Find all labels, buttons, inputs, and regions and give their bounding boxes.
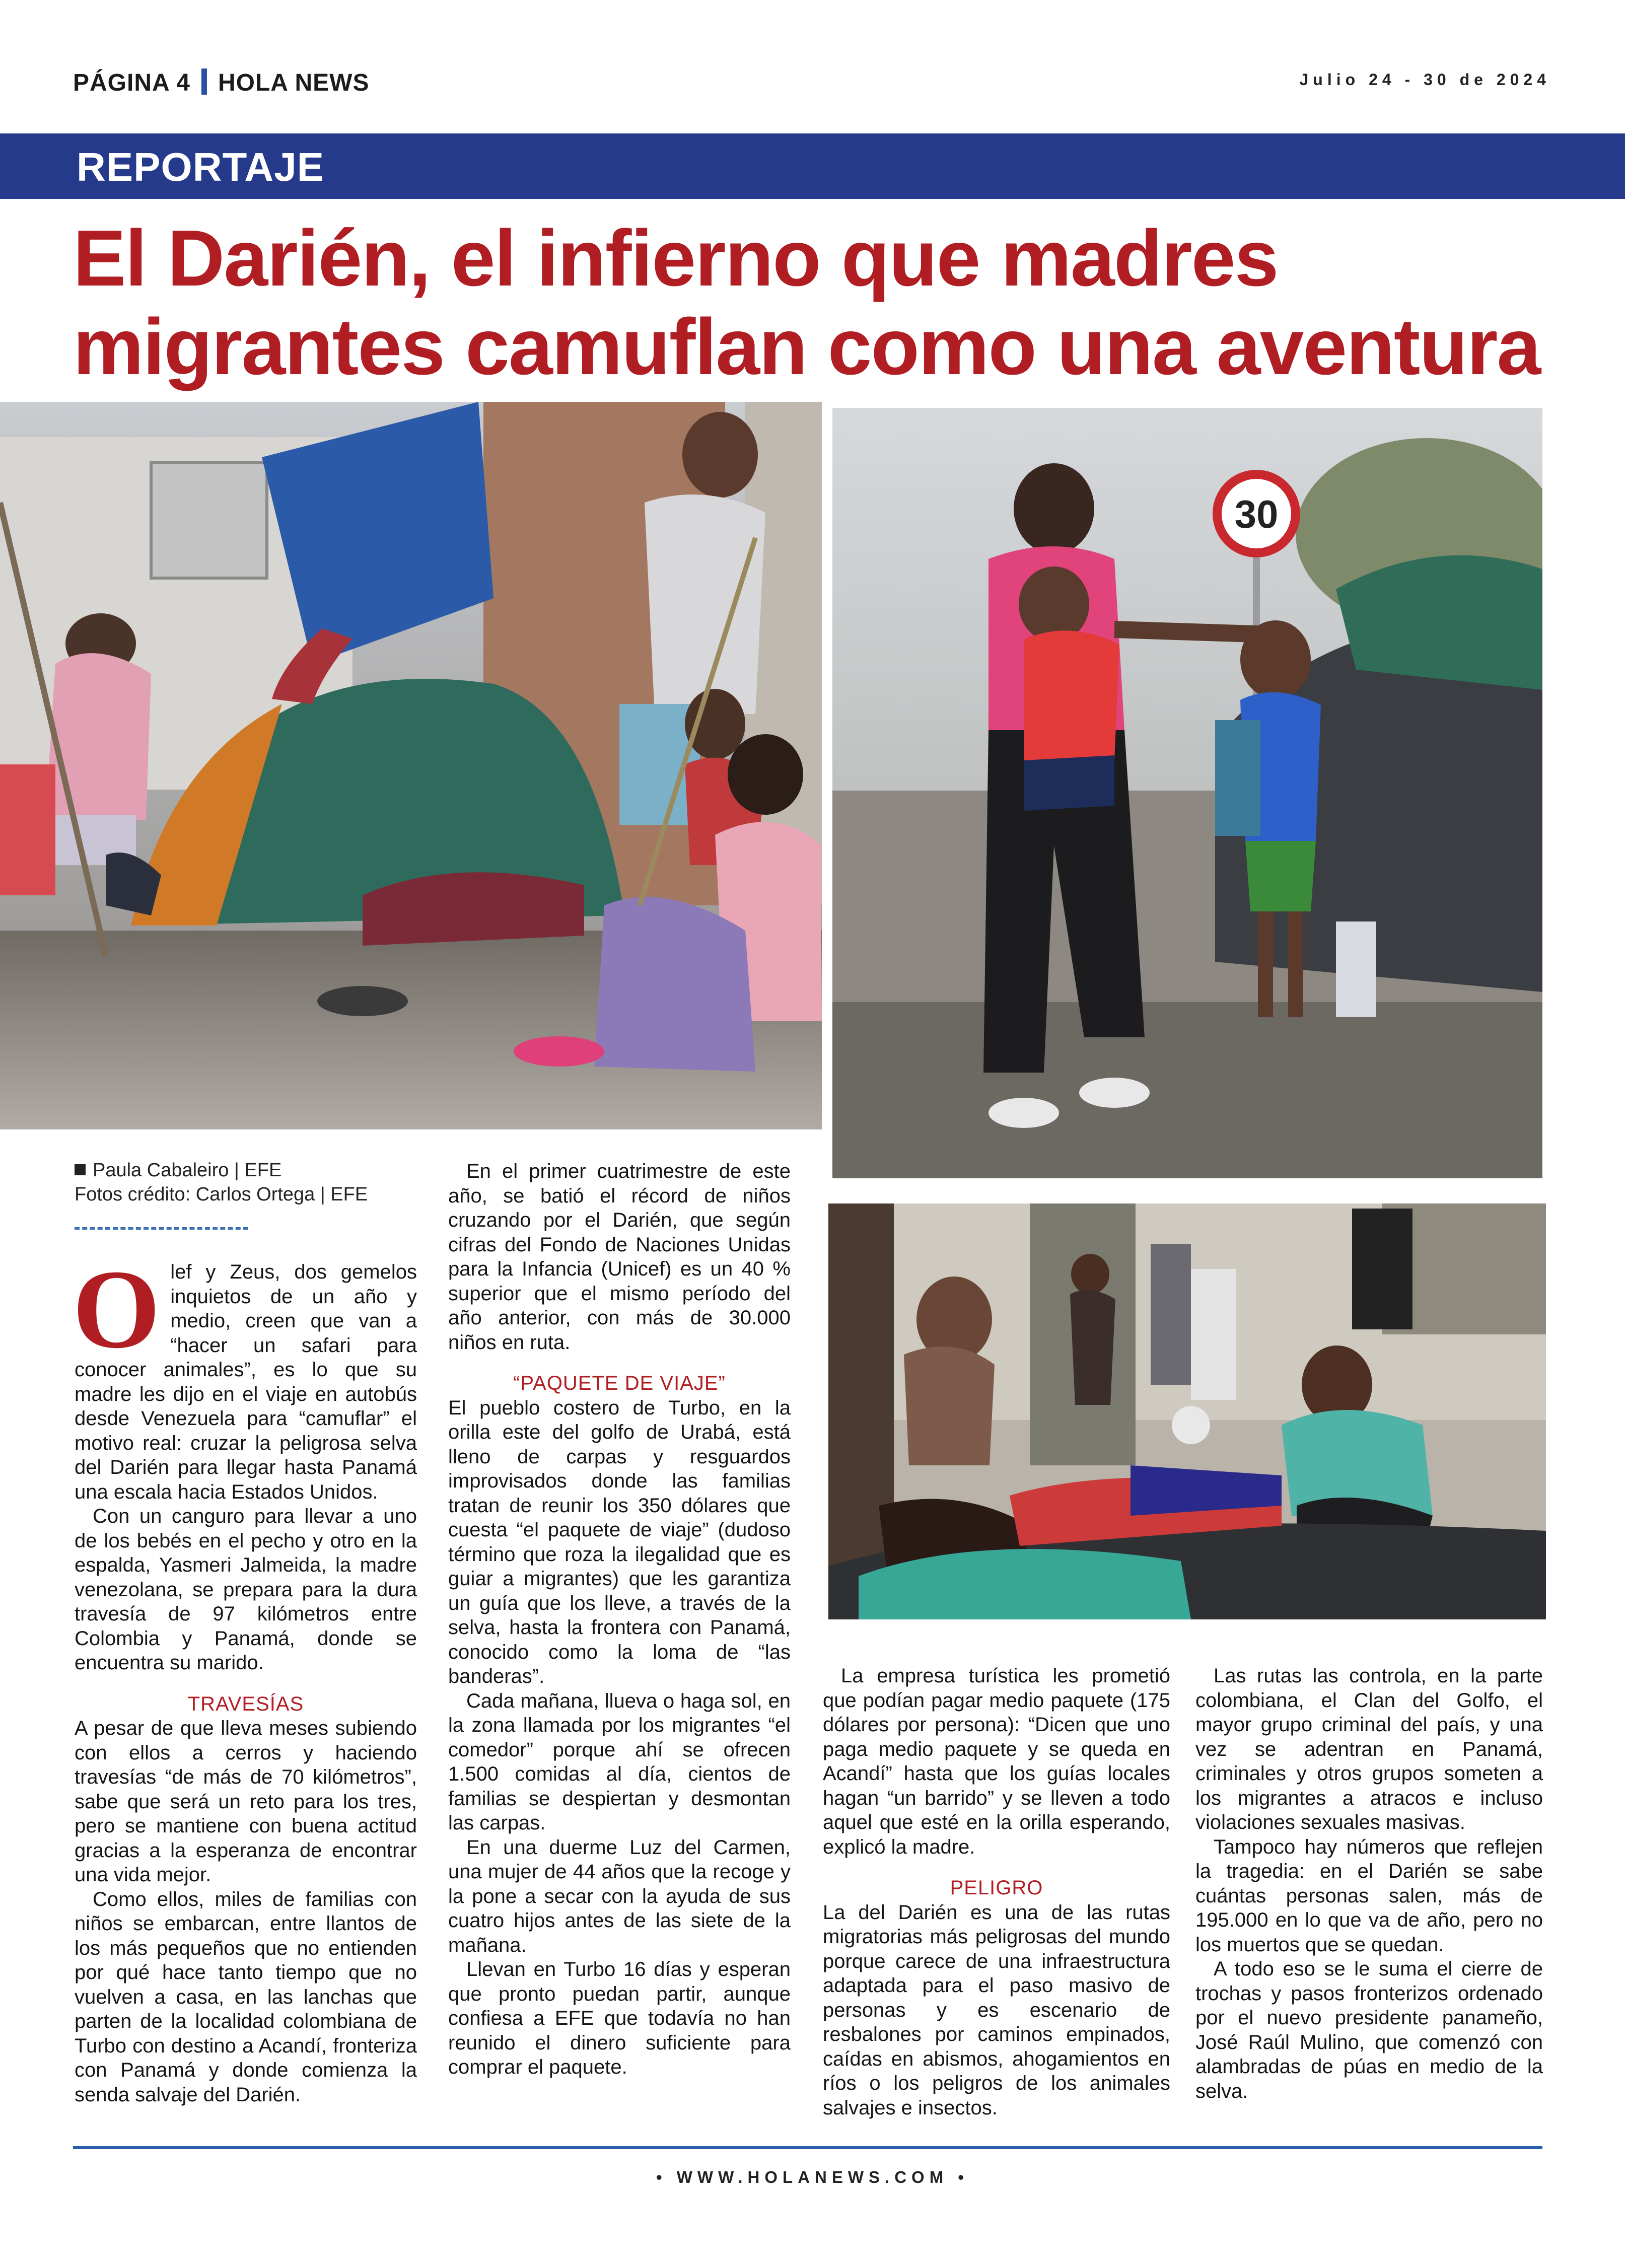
footer-divider bbox=[73, 2146, 1542, 2149]
photo-tent-camp bbox=[0, 402, 822, 1129]
article-paragraph: Tampoco hay números que reflejen la tragedia: en el Darién se sabe cuántas personas salen, más de 195.000 en lo que va de año, pero no los muertos que se quedan. bbox=[1195, 1835, 1543, 1956]
article-column-4 bbox=[1195, 1664, 1543, 2103]
speed-sign-text: 30 bbox=[1234, 492, 1279, 536]
article-paragraph: La empresa turística les prometió que podían pagar medio paquete (175 dólares por persona): “Dicen que uno paga medio paquete y se queda en Acandí” hasta que los guías locales hagan “un barrido” y se lleven a todo aquel que esté en la orilla esperando, explicó la madre. bbox=[823, 1665, 1170, 1858]
photo-mother-children bbox=[832, 408, 1542, 1178]
headline: El Darién, el infierno que madres migrantes camuflan como una aventura bbox=[73, 214, 1540, 391]
article-column-3 bbox=[823, 1664, 1170, 2120]
article-paragraph: El pueblo costero de Turbo, en la orilla este del golfo de Urabá, está lleno de carpas y resguardos improvisados donde las familias tratan de reunir los 350 dólares que cuesta “el paquete de viaje” (dudoso término que roza la ilegalidad que es guiar a migrantes) que les garantiza un guía que los lleve, a través de la selva, hasta la frontera con Panamá, conocido como la loma de “las banderas”. bbox=[448, 1396, 791, 1687]
article-column-1 bbox=[73, 1247, 417, 2107]
photo-child-resting bbox=[828, 1203, 1546, 1619]
article-paragraph: Con un canguro para llevar a uno de los bebés en el pecho y otro en la espalda, Yasmeri Jalmeida, la madre venezolana, se prepara para la dura travesía de 97 kilómetros entre Colombia y Panamá, donde se encuentra su marido. bbox=[75, 1505, 417, 1674]
drop-cap: O bbox=[73, 1247, 161, 1372]
article-paragraph: Cada mañana, llueva o haga sol, en la zona llamada por los migrantes “el comedor” porque ahí se ofrecen 1.500 comidas al día, cientos de familias se despiertan y desmontan las carpas. bbox=[448, 1689, 791, 1834]
header-separator bbox=[201, 68, 207, 95]
article-paragraph: La del Darién es una de las rutas migratorias más peligrosas del mundo porque carece de una infraestructura adaptada para el paso masivo de personas y es escenario de resbalones por caminos empinados, caídas en abismos, ahogamientos en ríos o los peligros de los animales salvajes e insectos. bbox=[823, 1901, 1170, 2119]
article-paragraph: A todo eso se le suma el cierre de trochas y pasos fronterizos ordenado por el nuevo presidente panameño, José Raúl Mulino, que comenzó con alambradas de púas en medio de la selva. bbox=[1195, 1958, 1543, 2102]
byline bbox=[75, 1158, 427, 1207]
article-paragraph: Olef y Zeus, dos gemelos inquietos de un año y medio, creen que van a “hacer un safari para conocer animales”, es lo que su madre les dijo en el viaje en autobús desde Venezuela para “camuflar” el motivo real: cruzar la peligrosa selva del Darién para llegar hasta Panamá una escala hacia Estados Unidos. bbox=[73, 1247, 417, 1503]
byline-divider bbox=[75, 1227, 248, 1230]
article-paragraph: En una duerme Luz del Carmen, una mujer de 44 años que la recoge y la pone a secar con la ayuda de sus cuatro hijos antes de las siete de la mañana. bbox=[448, 1836, 791, 1956]
byline-author: Paula Cabaleiro | EFE bbox=[75, 1158, 427, 1182]
article-paragraph: Como ellos, miles de familias con niños se embarcan, entre llantos de los más pequeños que no entienden por qué hace tanto tiempo que no vuelven a casa, en las lanchas que parten de la localidad colombiana de Turbo con destino a Acandí, fronteriza con Panamá y donde comienza la senda salvaje del Darién. bbox=[75, 1888, 417, 2106]
footer-website-link[interactable]: • WWW.HOLANEWS.COM • bbox=[656, 2168, 969, 2186]
subhead-peligro: PELIGRO bbox=[950, 1877, 1043, 1899]
byline-photo-credit: Fotos crédito: Carlos Ortega | EFE bbox=[75, 1184, 368, 1205]
page-header bbox=[73, 68, 369, 97]
article-paragraph: Las rutas las controla, en la parte colombiana, el Clan del Golfo, el mayor grupo criminal del país, y una vez se adentran en Panamá, criminales y otros grupos someten a los migrantes a atracos e incluso violaciones sexuales masivas. bbox=[1195, 1665, 1543, 1833]
issue-date: Julio 24 - 30 de 2024 bbox=[1299, 70, 1550, 89]
subhead-travesias: TRAVESÍAS bbox=[187, 1692, 304, 1715]
subhead-paquete-de-viaje: “PAQUETE DE VIAJE” bbox=[513, 1372, 726, 1394]
article-paragraph: A pesar de que lleva meses subiendo con ellos a cerros y haciendo travesías “de más de 70 kilómetros”, sabe que será un reto para los tres, pero se mantiene con buena actitud gracias a la esperanza de encontrar una vida mejor. bbox=[75, 1717, 417, 1886]
page-number: PÁGINA 4 bbox=[73, 69, 190, 96]
article-column-2 bbox=[448, 1159, 791, 2080]
publication-name: HOLA NEWS bbox=[218, 69, 370, 96]
section-label: REPORTAJE bbox=[77, 145, 325, 189]
square-bullet-icon bbox=[75, 1164, 86, 1175]
article-paragraph: En el primer cuatrimestre de este año, se batió el récord de niños cruzando por el Darién, que según cifras del Fondo de Naciones Unidas para la Infancia (Unicef) es un 40 % superior que el mismo período del año anterior, con más de 30.000 niños en ruta. bbox=[448, 1160, 791, 1354]
article-paragraph: Llevan en Turbo 16 días y esperan que pronto puedan partir, aunque confiesa a EFE que todavía no han reunido el dinero suficiente para comprar el paquete. bbox=[448, 1958, 791, 2078]
